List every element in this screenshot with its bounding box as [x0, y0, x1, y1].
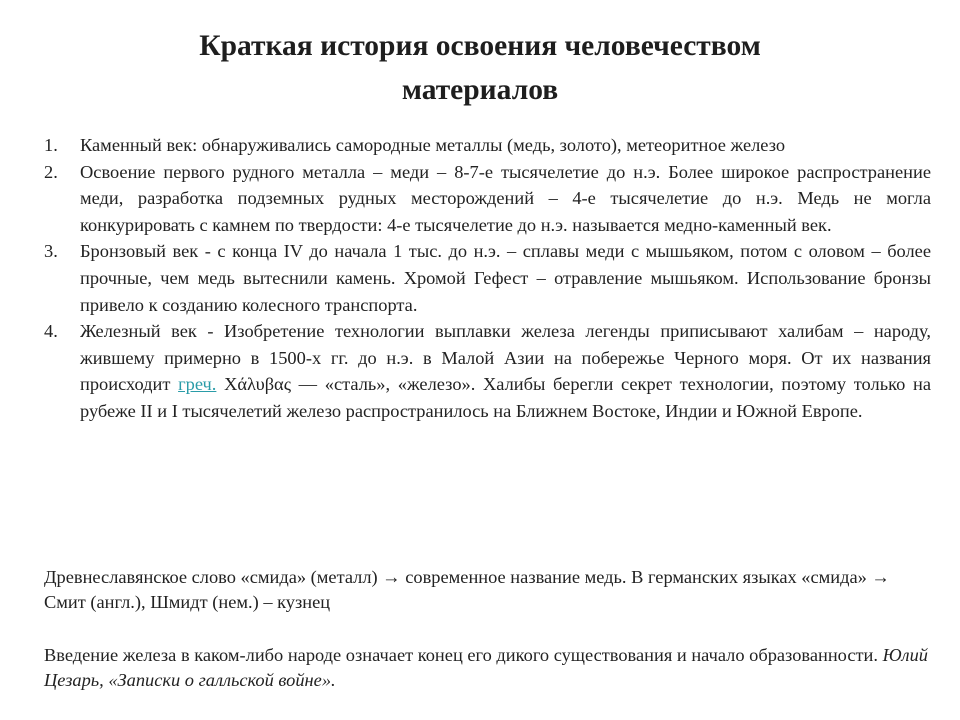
list-item-text: Бронзовый век - с конца IV до начала 1 тыс. до н.э. – сплавы меди с мышьяком, потом с оловом – более прочные, чем медь вытеснили камень. Хромой Гефест – отравление мышьяком. Использование бронзы привело к созданию колесного транспорта. [80, 241, 931, 315]
list-item-number: 2. [44, 161, 58, 182]
list-item-text-end: Χάλυβας — «сталь», «железо». Халибы берегли секрет технологии, поэтому только на рубеже II и I тысячелетий железо распространилось на Ближнем Востоке, Индии и Южной Европе. [80, 374, 931, 421]
list-item-text: Освоение первого рудного металла – меди – 8-7-е тысячелетие до н.э. Более широкое распространение меди, разработка подземных рудных месторождений – 4-е тысячелетие до н.э. Медь не могла конкурировать с камнем по твердости: 4-е тысячелетие до н.э. называется медно-каменный век. [80, 161, 931, 235]
title-line-2: материалов [401, 74, 559, 106]
list-item-number: 3. [44, 241, 58, 262]
list-item-number: 4. [44, 321, 58, 342]
list-item-text-start: Железный век - Изобретение технологии выплавки железа легенды приписывают халибам – народу, жившему примерно в 1500-х гг. до н.э. в Малой Азии на побережье Черного моря. От их названия происходит [80, 321, 931, 395]
title-line-1: Краткая история освоения человечеством [199, 30, 761, 62]
greek-link[interactable]: греч. [178, 374, 217, 395]
slide-title [60, 24, 900, 112]
quote-attribution: Юлий Цезарь, «Записки о галльской войне». [44, 645, 928, 690]
quote-paragraph [44, 643, 931, 692]
list-item [44, 159, 931, 239]
list-item [44, 238, 931, 318]
list-item-text: Каменный век: обнаруживались самородные металлы (медь, золото), метеоритное железо [80, 135, 786, 155]
history-list [44, 132, 931, 425]
list-item [44, 318, 931, 424]
quote-text: Введение железа в каком-либо народе означает конец его дикого существования и начало образованности. [44, 645, 883, 665]
etymology-paragraph: Древнеславянское слово «смида» (металл) → современное название медь. В германских языках «смида» → Смит (англ.), Шмидт (нем.) – кузнец [44, 567, 890, 612]
list-item-number: 1. [44, 135, 58, 155]
list-item [44, 132, 931, 159]
